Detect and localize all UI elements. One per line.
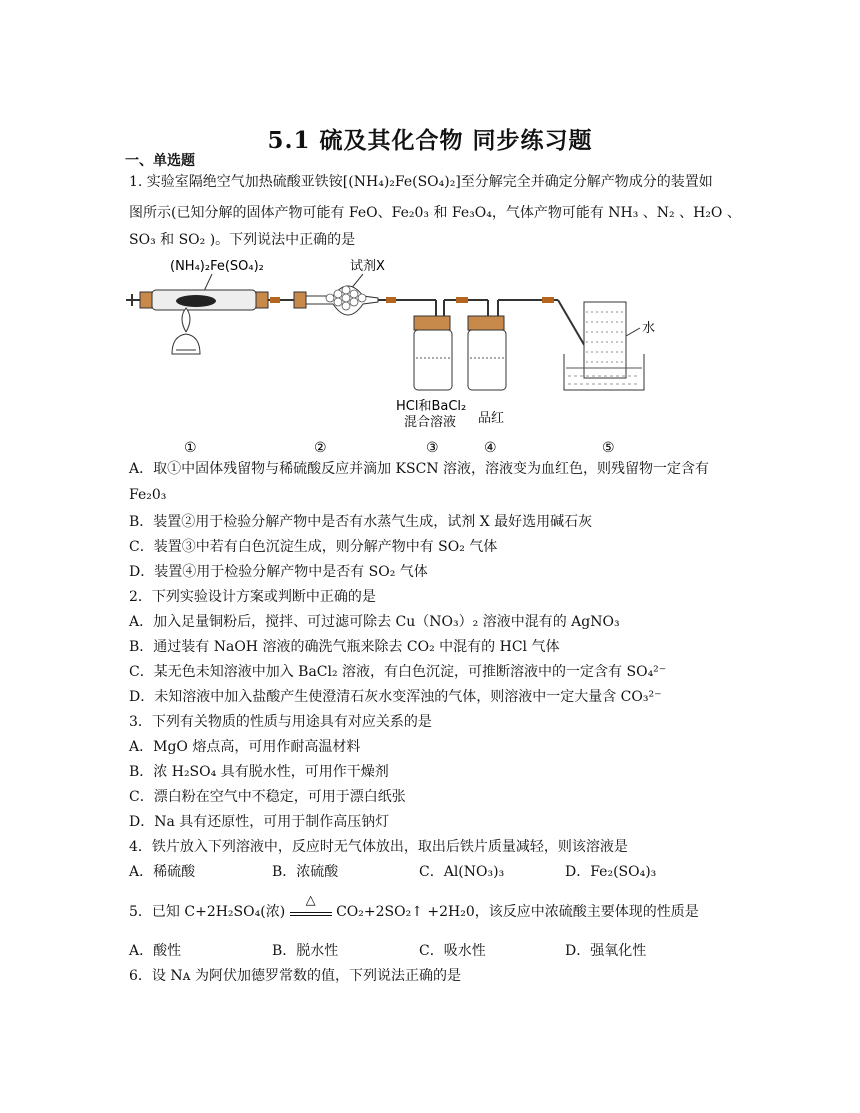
q4-option-b: B．浓硫酸	[272, 864, 339, 880]
q3-option-c: C．漂白粉在空气中不稳定，可用于漂白纸张	[129, 789, 406, 805]
q3-option-a: A．MgO 熔点高，可用作耐高温材料	[129, 739, 361, 755]
q4-option-d: D．Fe₂(SO₄)₃	[565, 864, 657, 880]
q1-option-d: D．装置④用于检验分解产物中是否有 SO₂ 气体	[129, 564, 428, 580]
q1-stem-line2: 图所示(已知分解的固体产物可能有 FeO、Fe₂0₃ 和 Fe₃O₄，气体产物可能有 NH₃ 、N₂ 、H₂O 、	[129, 205, 741, 221]
diagram-label-compound: (NH₄)₂Fe(SO₄)₂	[170, 259, 264, 274]
q6-stem: 6．设 Nᴀ 为阿伏加德罗常数的值，下列说法正确的是	[129, 968, 461, 984]
diagram-number-1: ①	[184, 440, 197, 456]
q5-double-line	[290, 912, 332, 916]
diagram-number-3: ③	[426, 440, 439, 456]
q5-options	[129, 941, 749, 961]
q3-option-b: B．浓 H₂SO₄ 具有脱水性，可用作干燥剂	[129, 764, 389, 780]
q5-reaction-arrow	[290, 893, 332, 916]
q1-stem-part2: ]至分解完全并确定分解产物成分的装置如	[455, 174, 713, 190]
q2-option-b: B．通过装有 NaOH 溶液的确洗气瓶来除去 CO₂ 中混有的 HCl 气体	[129, 639, 560, 655]
q5-option-b: B．脱水性	[272, 943, 339, 959]
apparatus-diagram	[118, 254, 678, 459]
q5-stem	[129, 893, 699, 922]
q3-stem: 3．下列有关物质的性质与用途具有对应关系的是	[129, 714, 432, 730]
section-heading: 一、单选题	[125, 153, 195, 169]
q5-option-d: D．强氧化性	[565, 943, 647, 959]
diagram-label-bottle4: 品红	[478, 411, 505, 426]
q2-option-d: D．未知溶液中加入盐酸产生使澄清石灰水变浑浊的气体，则溶液中一定大量含 CO₃²⁻	[129, 689, 662, 705]
q4-options	[129, 862, 749, 882]
q5-prefix: 5．已知	[129, 904, 180, 920]
q5-option-a: A．酸性	[129, 943, 182, 959]
q5-equation-left: C+2H₂SO₄(浓)	[184, 904, 286, 920]
q1-stem-line3: SO₃ 和 SO₂ )。下列说法中正确的是	[129, 232, 356, 248]
q4-option-a: A．稀硫酸	[129, 864, 196, 880]
diagram-label-bottle3-line2: 混合溶液	[404, 415, 457, 430]
q2-stem: 2．下列实验设计方案或判断中正确的是	[129, 589, 376, 605]
q2-option-c: C．某无色未知溶液中加入 BaCl₂ 溶液，有白色沉淀，可推断溶液中的一定含有 SO₄²⁻	[129, 664, 667, 680]
diagram-label-water: 水	[642, 321, 656, 336]
diagram-number-5: ⑤	[602, 440, 615, 456]
diagram-number-2: ②	[314, 440, 327, 456]
q5-heat-condition: △	[305, 893, 316, 908]
q1-stem-line1	[129, 172, 713, 192]
apparatus-drawing	[118, 254, 678, 459]
q1-formula: (NH₄)₂Fe(SO₄)₂	[348, 174, 456, 190]
q4-option-c: C．Al(NO₃)₃	[419, 864, 505, 880]
diagram-number-4: ④	[484, 440, 497, 456]
q1-stem-part1: 1. 实验室隔绝空气加热硫酸亚铁铵[	[129, 174, 349, 190]
q3-option-d: D．Na 具有还原性，可用于制作高压钠灯	[129, 814, 390, 830]
q5-equation-right: CO₂+2SO₂↑ +2H₂0	[336, 904, 475, 920]
diagram-label-bottle3-line1: HCl和BaCl₂	[396, 399, 467, 414]
q5-option-c: C．吸水性	[419, 943, 486, 959]
q1-option-a-line2: Fe₂0₃	[129, 487, 167, 503]
q1-option-c: C．装置③中若有白色沉淀生成，则分解产物中有 SO₂ 气体	[129, 539, 498, 555]
q1-option-a-line1: A．取①中固体残留物与稀硫酸反应并滴加 KSCN 溶液，溶液变为血红色，则残留物一定含有	[129, 461, 710, 477]
page-title: 5.1 硫及其化合物 同步练习题	[267, 127, 593, 154]
q1-option-b: B．装置②用于检验分解产物中是否有水蒸气生成，试剂 X 最好选用碱石灰	[129, 514, 593, 530]
q4-stem: 4．铁片放入下列溶液中，反应时无气体放出，取出后铁片质量减轻，则该溶液是	[129, 839, 628, 855]
diagram-label-reagent-x: 试剂X	[350, 259, 385, 274]
q2-option-a: A．加入足量铜粉后，搅拌、可过滤可除去 Cu（NO₃）₂ 溶液中混有的 AgNO₃	[129, 614, 620, 630]
q5-suffix: ，该反应中浓硫酸主要体现的性质是	[474, 904, 699, 920]
